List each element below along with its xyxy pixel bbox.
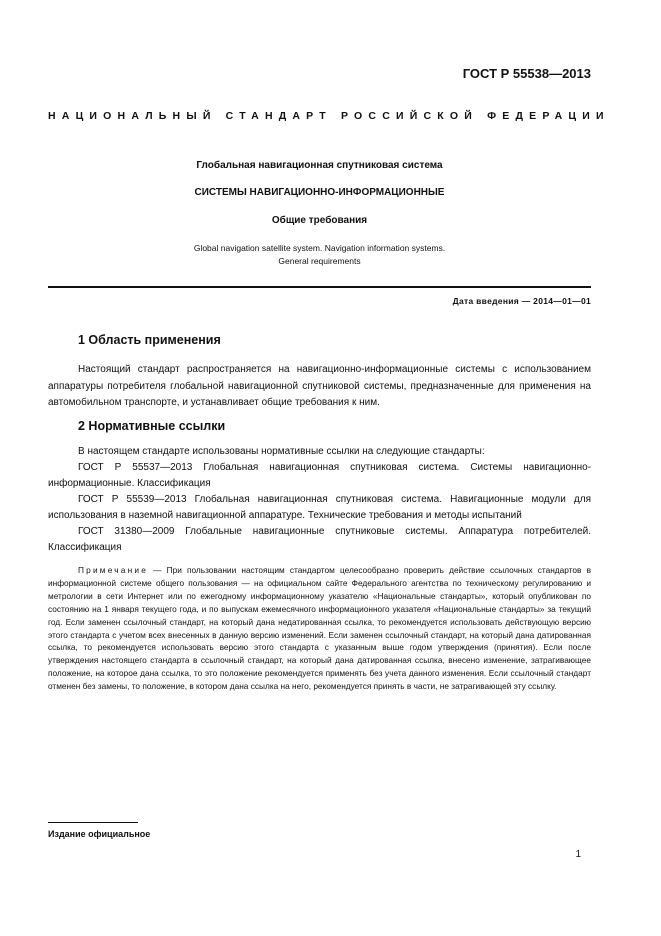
title-line-2: СИСТЕМЫ НАВИГАЦИОННО-ИНФОРМАЦИОННЫЕ <box>194 187 445 198</box>
references-note <box>48 564 591 693</box>
page-number: 1 <box>575 849 581 860</box>
english-title-line-2: General requirements <box>278 256 361 266</box>
title-divider <box>48 286 591 288</box>
official-edition-label: Издание официальное <box>48 829 151 839</box>
footer-divider <box>48 822 138 823</box>
note-text: — При пользовании настоящим стандартом целесообразно проверить действие ссылочных стандартов в информационной системе общего пользования — на официальном сайте Федерального агентства по техническому регулированию и метрологии в сети Интернет или по ежегодному информационному указателю «Национальные стандарты», который опубликован по состоянию на 1 января текущего года, и по выпускам ежемесячного информационного указателя «Национальные стандарты» за текущий год. Если заменен ссылочный стандарт, на который дана недатированная ссылка, то рекомендуется использовать действующую версию этого стандарта с учетом всех внесенных в данную версию изменений. Если заменен ссылочный стандарт, на который дана датированная ссылка, то рекомендуется использовать версию этого стандарта с указанным выше годом утверждения (принятия). Если после утверждения настоящего стандарта в ссылочный стандарт, на который дана датированная ссылка, внесено изменение, затрагивающее положение, на которое дана ссылка, то это положение рекомендуется применять без учета данного изменения. Если ссылочный стандарт отменен без замены, то положение, в котором дана ссылка на него, рекомендуется принять в части, не затрагивающей эту ссылку. <box>48 565 591 692</box>
reference-item: ГОСТ Р 55539—2013 Глобальная навигационная спутниковая система. Навигационные модули для использования в наземной навигационной аппаратуре. Технические требования и методы испытаний <box>48 494 591 521</box>
reference-item: ГОСТ 31380—2009 Глобальные навигационные спутниковые системы. Аппаратура потребителей. Классификация <box>48 526 591 553</box>
national-standard-banner: НАЦИОНАЛЬНЫЙ СТАНДАРТ РОССИЙСКОЙ ФЕДЕРАЦИИ <box>48 110 610 122</box>
english-title-line-1: Global navigation satellite system. Navigation information systems. <box>193 243 446 253</box>
note-label: Примечание <box>78 565 149 575</box>
english-title <box>48 242 591 268</box>
section-1-heading: 1 Область применения <box>78 333 221 347</box>
reference-item: ГОСТ Р 55537—2013 Глобальная навигационная спутниковая система. Системы навигационно-информационные. Классификация <box>48 462 591 489</box>
introduction-date: Дата введения — 2014—01—01 <box>452 296 591 306</box>
title-line-1: Глобальная навигационная спутниковая система <box>196 160 443 171</box>
normative-references <box>48 444 591 556</box>
section-2-heading: 2 Нормативные ссылки <box>78 419 226 433</box>
title-line-3: Общие требования <box>271 215 368 226</box>
document-code: ГОСТ Р 55538—2013 <box>462 66 591 81</box>
references-intro: В настоящем стандарте использованы нормативные ссылки на следующие стандарты: <box>78 446 485 457</box>
section-1-text: Настоящий стандарт распространяется на навигационно-информационные системы с использованием аппаратуры потребителя глобальной навигационной спутниковой системы, предназначенные для применения на автомобильном транспорте, и устанавливает общие требования к ним. <box>48 364 591 409</box>
